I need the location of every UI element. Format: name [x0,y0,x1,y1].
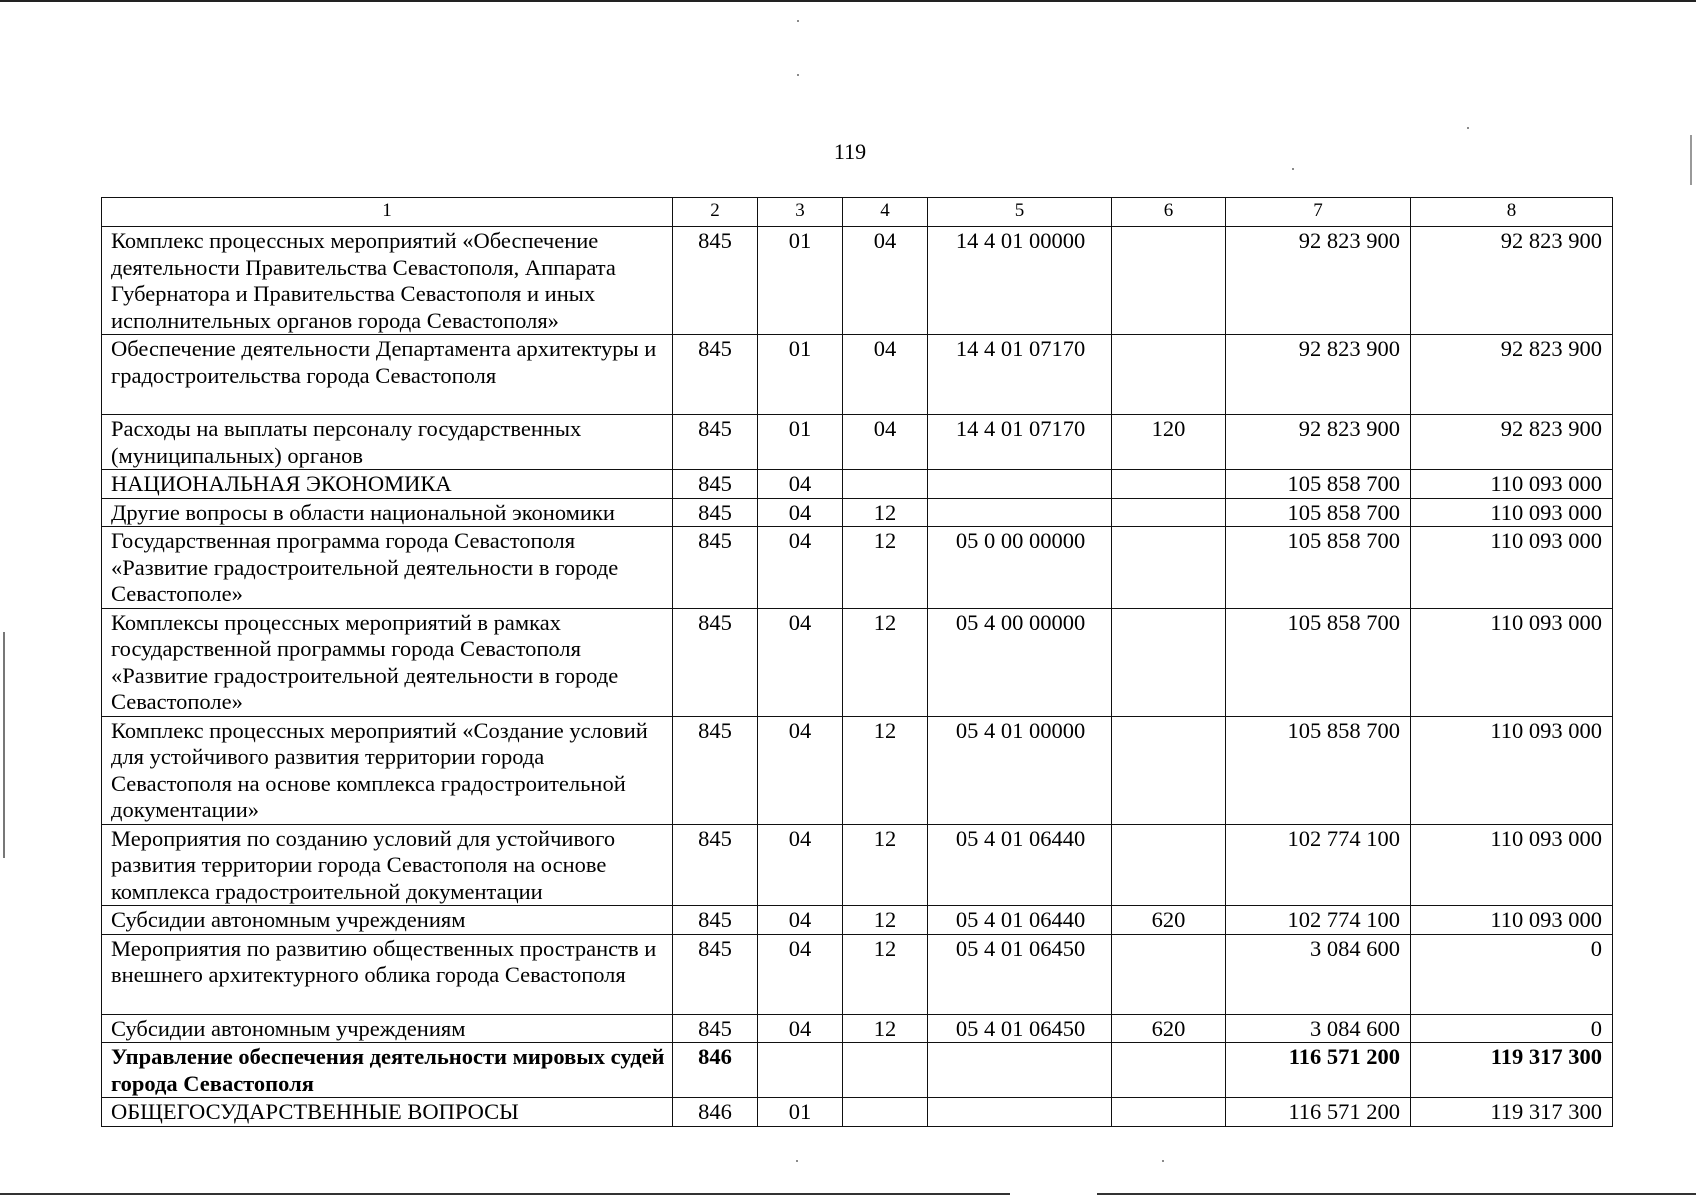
cell-target-item: 05 0 00 00000 [928,527,1112,609]
cell-section: 01 [758,1098,843,1127]
table-row [102,934,1613,1014]
cell-section: 04 [758,906,843,935]
cell-ministry-code: 845 [673,335,758,415]
table-row [102,906,1613,935]
cell-expense-type [1112,227,1226,335]
header-cell: 2 [673,198,758,227]
table-row [102,527,1613,609]
cell-expense-type [1112,824,1226,906]
cell-target-item: 05 4 01 06450 [928,1014,1112,1043]
table-row [102,470,1613,499]
cell-expense-type: 120 [1112,415,1226,470]
cell-item-name: НАЦИОНАЛЬНАЯ ЭКОНОМИКА [102,470,673,499]
cell-target-item: 05 4 01 00000 [928,716,1112,824]
bottom-scan-rule [1097,1193,1696,1195]
header-cell: 5 [928,198,1112,227]
cell-amount-year2: 119 317 300 [1411,1043,1613,1098]
cell-subsection: 12 [843,1014,928,1043]
cell-amount-year2: 92 823 900 [1411,415,1613,470]
cell-section: 01 [758,415,843,470]
scan-speck [797,20,799,22]
cell-item-name: Государственная программа города Севастополя «Развитие градостроительной деятельности в городе Севастополе» [102,527,673,609]
cell-amount-year1: 105 858 700 [1226,498,1411,527]
cell-expense-type: 620 [1112,1014,1226,1043]
cell-amount-year1: 92 823 900 [1226,415,1411,470]
scan-speck [1292,168,1294,170]
cell-amount-year1: 92 823 900 [1226,227,1411,335]
header-cell: 3 [758,198,843,227]
cell-expense-type [1112,934,1226,1014]
cell-amount-year1: 3 084 600 [1226,1014,1411,1043]
cell-item-name: Мероприятия по созданию условий для устойчивого развития территории города Севастополя на основе комплекса градостроительной документации [102,824,673,906]
cell-item-name: Комплекс процессных мероприятий «Обеспечение деятельности Правительства Севастополя, Аппарата Губернатора и Правительства Севастополя и иных исполнительных органов города Севастополя» [102,227,673,335]
cell-ministry-code: 845 [673,498,758,527]
cell-target-item: 05 4 01 06440 [928,824,1112,906]
cell-subsection [843,470,928,499]
cell-section: 04 [758,498,843,527]
cell-ministry-code: 845 [673,527,758,609]
cell-target-item [928,1098,1112,1127]
cell-amount-year2: 119 317 300 [1411,1098,1613,1127]
cell-ministry-code: 845 [673,608,758,716]
cell-expense-type [1112,498,1226,527]
cell-amount-year2: 0 [1411,1014,1613,1043]
header-cell: 6 [1112,198,1226,227]
cell-amount-year2: 110 093 000 [1411,527,1613,609]
table-row [102,498,1613,527]
cell-amount-year1: 116 571 200 [1226,1098,1411,1127]
cell-amount-year2: 92 823 900 [1411,335,1613,415]
cell-amount-year2: 110 093 000 [1411,906,1613,935]
cell-section: 04 [758,608,843,716]
cell-section: 01 [758,227,843,335]
cell-amount-year1: 116 571 200 [1226,1043,1411,1098]
cell-amount-year2: 110 093 000 [1411,716,1613,824]
cell-item-name: Мероприятия по развитию общественных пространств и внешнего архитектурного облика города Севастополя [102,934,673,1014]
header-cell: 4 [843,198,928,227]
table-row [102,227,1613,335]
cell-target-item: 14 4 01 00000 [928,227,1112,335]
cell-amount-year2: 110 093 000 [1411,498,1613,527]
cell-item-name: Другие вопросы в области национальной экономики [102,498,673,527]
cell-amount-year1: 102 774 100 [1226,906,1411,935]
cell-ministry-code: 846 [673,1043,758,1098]
cell-amount-year2: 110 093 000 [1411,608,1613,716]
table-row [102,415,1613,470]
cell-ministry-code: 845 [673,227,758,335]
cell-amount-year1: 102 774 100 [1226,824,1411,906]
cell-expense-type [1112,470,1226,499]
cell-item-name: Расходы на выплаты персоналу государственных (муниципальных) органов [102,415,673,470]
cell-subsection: 04 [843,335,928,415]
cell-target-item [928,498,1112,527]
cell-expense-type: 620 [1112,906,1226,935]
cell-subsection [843,1098,928,1127]
header-cell: 1 [102,198,673,227]
cell-subsection [843,1043,928,1098]
cell-target-item [928,1043,1112,1098]
cell-amount-year2: 110 093 000 [1411,470,1613,499]
page-number: 119 [833,139,867,164]
cell-ministry-code: 846 [673,1098,758,1127]
cell-expense-type [1112,716,1226,824]
bottom-scan-rule [0,1193,1010,1195]
cell-amount-year1: 3 084 600 [1226,934,1411,1014]
cell-ministry-code: 845 [673,906,758,935]
cell-subsection: 12 [843,716,928,824]
scan-edge-mark [3,632,5,858]
cell-item-name: Комплекс процессных мероприятий «Создание условий для устойчивого развития территории города Севастополя на основе комплекса градостроительной документации» [102,716,673,824]
cell-ministry-code: 845 [673,824,758,906]
cell-target-item: 05 4 01 06440 [928,906,1112,935]
cell-amount-year1: 105 858 700 [1226,470,1411,499]
cell-ministry-code: 845 [673,716,758,824]
header-cell: 7 [1226,198,1411,227]
cell-amount-year2: 110 093 000 [1411,824,1613,906]
cell-item-name: Управление обеспечения деятельности мировых судей города Севастополя [102,1043,673,1098]
cell-subsection: 12 [843,498,928,527]
cell-subsection: 12 [843,527,928,609]
scan-speck [796,1160,798,1162]
cell-subsection: 04 [843,415,928,470]
cell-subsection: 12 [843,934,928,1014]
cell-expense-type [1112,527,1226,609]
table-row [102,1014,1613,1043]
cell-expense-type [1112,1043,1226,1098]
table-row [102,608,1613,716]
cell-expense-type [1112,1098,1226,1127]
cell-item-name: Субсидии автономным учреждениям [102,906,673,935]
table-row [102,824,1613,906]
cell-target-item: 14 4 01 07170 [928,415,1112,470]
cell-subsection: 04 [843,227,928,335]
cell-subsection: 12 [843,608,928,716]
cell-item-name: Обеспечение деятельности Департамента архитектуры и градостроительства города Севастополя [102,335,673,415]
cell-item-name: Субсидии автономным учреждениям [102,1014,673,1043]
cell-target-item: 05 4 01 06450 [928,934,1112,1014]
cell-item-name: Комплексы процессных мероприятий в рамках государственной программы города Севастополя «Развитие градостроительной деятельности в городе Севастополе» [102,608,673,716]
cell-section [758,1043,843,1098]
top-scan-rule [0,0,1696,2]
cell-section: 04 [758,470,843,499]
cell-amount-year1: 105 858 700 [1226,608,1411,716]
cell-section: 04 [758,934,843,1014]
cell-ministry-code: 845 [673,470,758,499]
scan-speck [1467,127,1469,129]
scan-speck [1162,1160,1164,1162]
cell-amount-year2: 0 [1411,934,1613,1014]
cell-subsection: 12 [843,824,928,906]
cell-target-item: 14 4 01 07170 [928,335,1112,415]
cell-item-name: ОБЩЕГОСУДАРСТВЕННЫЕ ВОПРОСЫ [102,1098,673,1127]
cell-target-item [928,470,1112,499]
table-row [102,716,1613,824]
column-number-row [102,198,1613,227]
cell-ministry-code: 845 [673,415,758,470]
cell-section: 04 [758,1014,843,1043]
cell-section: 01 [758,335,843,415]
scan-speck [797,74,799,76]
cell-expense-type [1112,335,1226,415]
table-row [102,1098,1613,1127]
cell-amount-year1: 105 858 700 [1226,716,1411,824]
table-body [102,198,1613,1127]
budget-table [101,197,1613,1127]
cell-amount-year2: 92 823 900 [1411,227,1613,335]
table-row [102,335,1613,415]
header-cell: 8 [1411,198,1613,227]
cell-target-item: 05 4 00 00000 [928,608,1112,716]
cell-section: 04 [758,527,843,609]
cell-expense-type [1112,608,1226,716]
cell-subsection: 12 [843,906,928,935]
cell-amount-year1: 105 858 700 [1226,527,1411,609]
cell-amount-year1: 92 823 900 [1226,335,1411,415]
cell-section: 04 [758,824,843,906]
cell-ministry-code: 845 [673,934,758,1014]
cell-ministry-code: 845 [673,1014,758,1043]
cell-section: 04 [758,716,843,824]
table-row [102,1043,1613,1098]
